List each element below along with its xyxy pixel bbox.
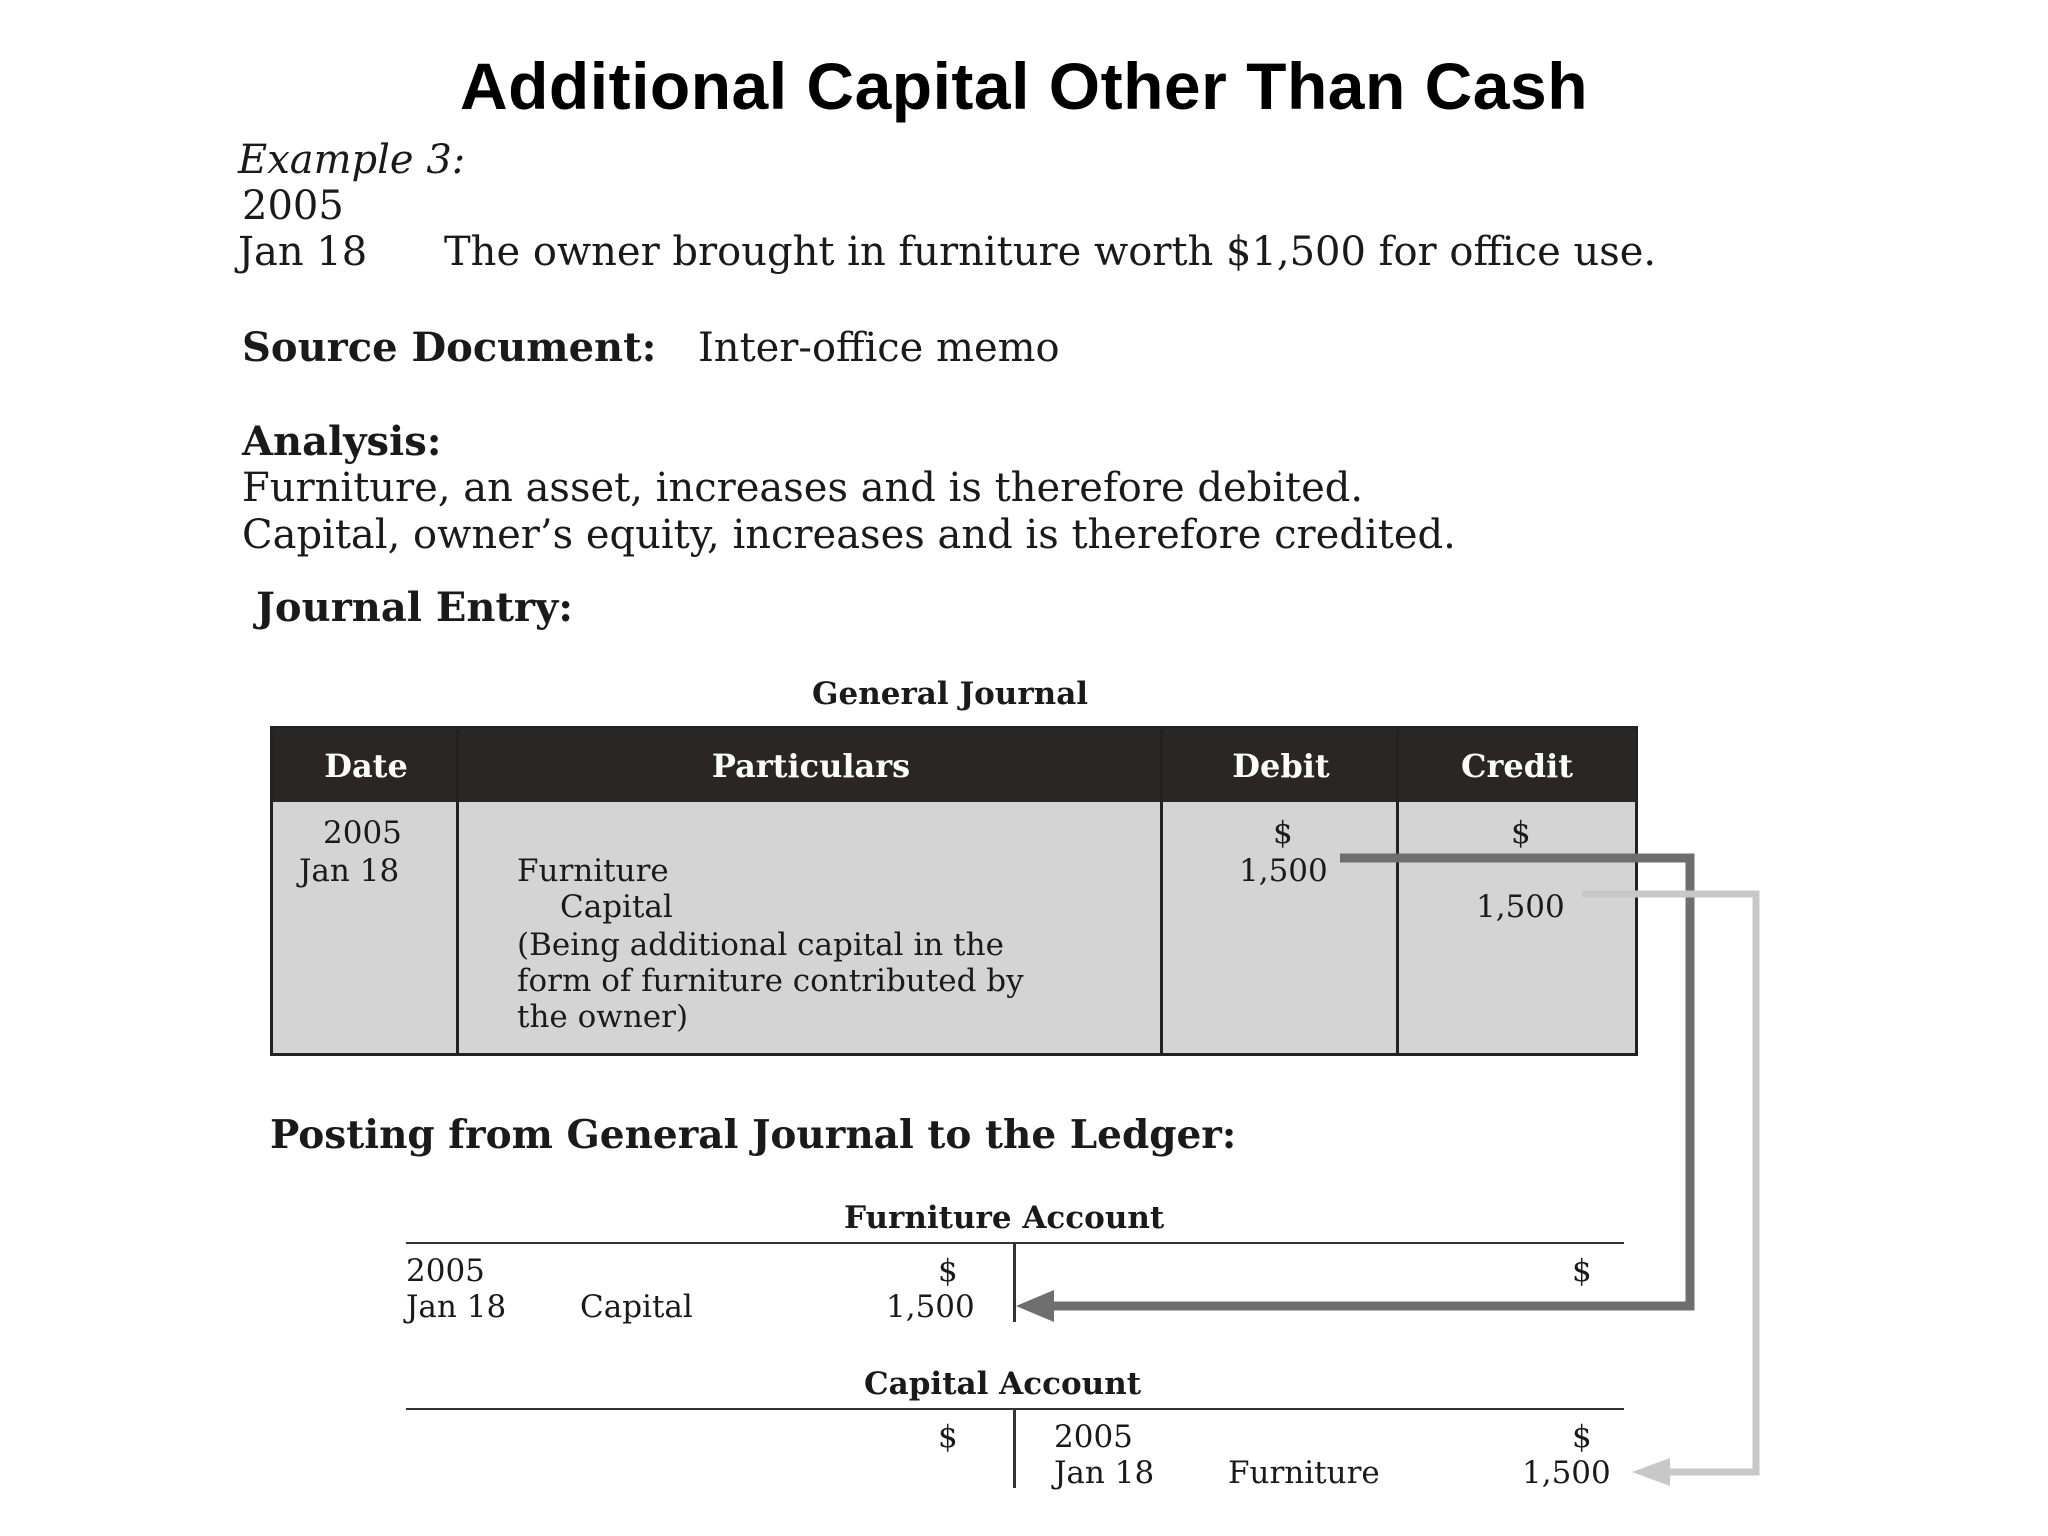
debit-amount: 1,500 xyxy=(1239,853,1328,889)
particular-credit-account: Capital xyxy=(560,889,673,925)
furniture-debit-date: Jan 18 xyxy=(406,1289,507,1325)
analysis-line: Furniture, an asset, increases and is therefore debited. xyxy=(242,465,1364,511)
particular-narration: (Being additional capital in the xyxy=(517,927,1004,963)
capital-credit-particular: Furniture xyxy=(1228,1455,1380,1491)
header-debit: Debit xyxy=(1232,747,1330,785)
capital-account-caption: Capital Account xyxy=(864,1366,1142,1402)
example-date: Jan 18 xyxy=(238,229,368,275)
posting-label: Posting from General Journal to the Ledger: xyxy=(270,1112,1237,1158)
particular-debit-account: Furniture xyxy=(517,853,669,889)
example-year: 2005 xyxy=(242,183,344,229)
capital-credit-date: Jan 18 xyxy=(1054,1455,1155,1491)
furniture-account-caption: Furniture Account xyxy=(844,1200,1165,1236)
example-description: The owner brought in furniture worth $1,500 for office use. xyxy=(444,229,1657,275)
entry-date: Jan 18 xyxy=(299,853,400,889)
capital-debit-currency: $ xyxy=(938,1419,958,1455)
furniture-debit-particular: Capital xyxy=(580,1289,693,1325)
furniture-debit-currency: $ xyxy=(938,1253,958,1289)
particular-narration: form of furniture contributed by xyxy=(517,963,1024,999)
source-document-value: Inter-office memo xyxy=(698,325,1060,371)
debit-arrowhead xyxy=(1016,1290,1054,1322)
entry-year: 2005 xyxy=(323,815,402,851)
furniture-debit-year: 2005 xyxy=(406,1253,485,1289)
header-date: Date xyxy=(324,747,408,785)
credit-amount: 1,500 xyxy=(1476,889,1565,925)
general-journal-caption: General Journal xyxy=(812,676,1089,712)
furniture-credit-currency: $ xyxy=(1572,1253,1592,1289)
credit-arrowhead xyxy=(1632,1458,1670,1486)
capital-credit-currency: $ xyxy=(1572,1419,1592,1455)
capital-credit-amount: 1,500 xyxy=(1522,1455,1611,1491)
source-document-label: Source Document: xyxy=(242,324,657,371)
furniture-debit-amount: 1,500 xyxy=(886,1289,975,1325)
credit-currency: $ xyxy=(1511,815,1531,851)
debit-currency: $ xyxy=(1273,815,1293,851)
page-title: Additional Capital Other Than Cash xyxy=(459,49,1589,123)
capital-credit-year: 2005 xyxy=(1054,1419,1133,1455)
analysis-line: Capital, owner’s equity, increases and is therefore credited. xyxy=(242,512,1456,558)
header-credit: Credit xyxy=(1461,747,1573,785)
journal-entry-label: Journal Entry: xyxy=(256,584,574,631)
analysis-label: Analysis: xyxy=(242,418,442,465)
example-label: Example 3: xyxy=(238,137,466,183)
debit-posting-arrow xyxy=(1036,853,1690,1306)
particular-narration: the owner) xyxy=(517,999,689,1035)
credit-posting-arrow xyxy=(1582,894,1756,1472)
header-particulars: Particulars xyxy=(711,747,911,785)
